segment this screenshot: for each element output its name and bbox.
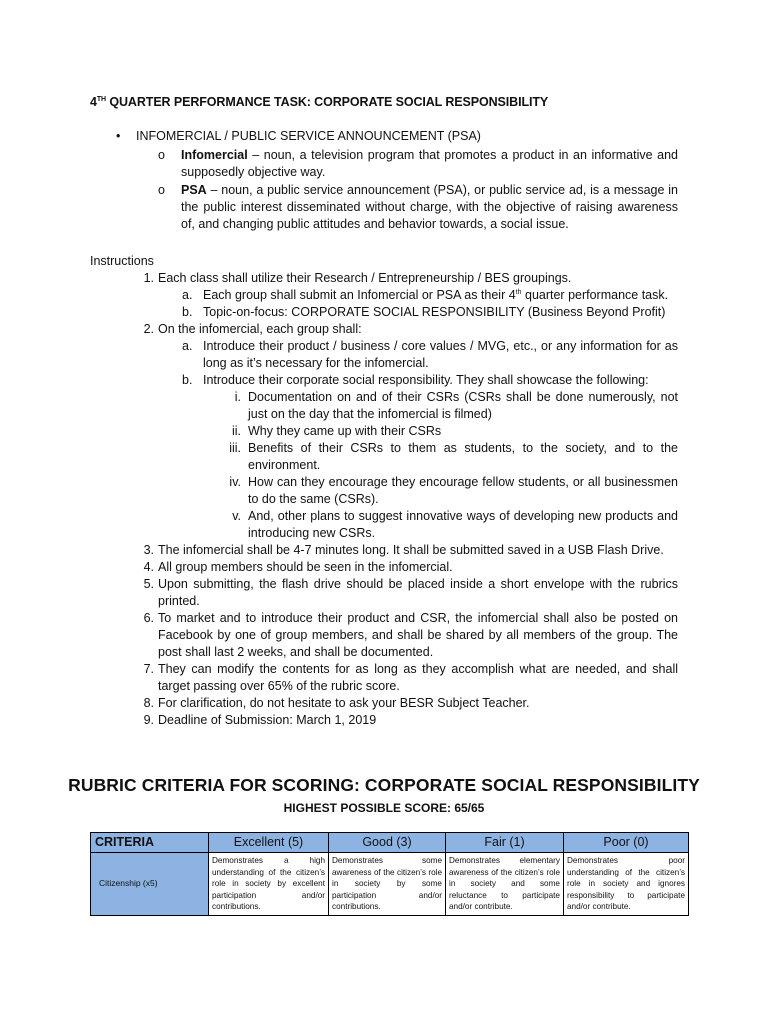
list-item: v. And, other plans to suggest innovative ways of developing new products and introducing new CSRs. — [232, 509, 678, 540]
list-item: iv. How can they encourage they encourage fellow students, or all businessmen to do the same (CSRs). — [229, 475, 678, 506]
term-psa: PSA — [181, 183, 207, 197]
table-cell: Demonstrates some awareness of the citizen’s role in society by some participation and/or contributions. — [329, 853, 446, 916]
table-cell: Demonstrates a high understanding of the citizen’s role in society by excellent participation and/or contributions. — [209, 853, 329, 916]
list-item: 8. For clarification, do not hesitate to ask your BESR Subject Teacher. — [143, 696, 530, 710]
rubric-table — [90, 832, 689, 916]
list-item: a. Introduce their product / business / core values / MVG, etc., or any information for as long as it’s necessary for the infomercial. — [182, 339, 678, 370]
table-cell: Demonstrates elementary awareness of the citizen’s role in society and some reluctance to participate and/or contribute. — [446, 853, 564, 916]
header-good: Good (3) — [329, 833, 446, 853]
criterion-citizenship: Citizenship (x5) — [91, 853, 209, 916]
list-item: 7. They can modify the contents for as long as they accomplish what are needed, and shall target passing over 65% of the rubric score. — [143, 662, 678, 693]
list-item: i. Documentation on and of their CSRs (CSRs shall be done numerously, not just on the day that the infomercial is filmed) — [234, 390, 678, 421]
table-cell: Demonstrates poor understanding of the citizen’s role in society and ignores responsibility to participate and/or contribute. — [564, 853, 689, 916]
table-row — [91, 853, 689, 916]
rubric-title: RUBRIC CRITERIA FOR SCORING: CORPORATE SOCIAL RESPONSIBILITY — [68, 775, 700, 795]
header-criteria: CRITERIA — [91, 833, 209, 853]
list-item: 9. Deadline of Submission: March 1, 2019 — [143, 713, 377, 727]
header-poor: Poor (0) — [564, 833, 689, 853]
bullet-text: INFOMERCIAL / PUBLIC SERVICE ANNOUNCEMENT (PSA) — [136, 129, 481, 143]
term-infomercial: Infomercial — [181, 148, 248, 162]
list-item: 2. On the infomercial, each group shall: a. Introduce their product / business / core values / MVG, etc., or any information for as long as it’s necessary for the infomercial. b. Introduce their corporate social responsibility. They shall showcase the following: i. Documentation on and of their CSRs (CSRs shall be done numerously, not just on the day that the infomercial is filmed) ii. Why they came up with their CSRs iii. Benefits of their CSRs to them as students, to the society, and to the environment. iv. How can they encourage they encourage fellow students, or all businessmen to do the same (CSRs). v. And, other plans to suggest innovative ways of developing new products and introducing new CSRs. — [143, 322, 678, 540]
list-item: 3. The infomercial shall be 4-7 minutes long. It shall be submitted saved in a USB Flash Drive. — [143, 543, 664, 557]
list-item: 1. Each class shall utilize their Research / Entrepreneurship / BES groupings. a. Each group shall submit an Infomercial or PSA as their 4th quarter performance task. b. Topic-on-focus: CORPORATE SOCIAL RESPONSIBILITY (Business Beyond Profit) — [90, 270, 678, 321]
list-item: 6. To market and to introduce their product and CSR, the infomercial shall also be posted on Facebook by one of group members, and shall be shared by all members of the group. The post shall last 2 weeks, and shall be documented. — [143, 611, 678, 659]
bullet-symbol: • — [116, 129, 121, 143]
list-item: b. Topic-on-focus: CORPORATE SOCIAL RESPONSIBILITY (Business Beyond Profit) — [182, 305, 666, 319]
instructions-heading: Instructions — [90, 254, 154, 268]
document-page: 4TH QUARTER PERFORMANCE TASK: CORPORATE SOCIAL RESPONSIBILITY • INFOMERCIAL / PUBLIC SERVICE ANNOUNCEMENT (PSA) o Infomercial – noun, a television program that promotes a product in an informative and supposedly objective way. o PSA – noun, a public service announcement (PSA), or public service ad, is a message in the public interest disseminated without charge, with the objective of raising awareness of, and changing public attitudes and behavior towards, a social issue. Instructions 1. Each class shall utilize their Research / Entrepreneurship / BES groupings. a. Each group shall submit an Infomercial or PSA as their 4th quarter performance task. b. Topic-on-focus: CORPORATE SOCIAL RESPONSIBILITY (Business Beyond Profit) 2. On the infomercial, each group shall: a. Introduce their product / business / core values / MVG, etc., or any information for as long as it’s necessary for the infomercial. b. Introduce their corporate social responsibility. They shall showcase the following: i. Documentation on and of their CSRs (CSRs shall be done numerously, not just on the day that the infomercial is filmed) ii. Why they came up with their CSRs iii. Benefits of their CSRs to them as students, to the society, and to the environment. iv. How can they encourage they encourage fellow students, or all businessmen to do the same (CSRs). v. And, other plans to suggest innovative ways of developing new products and introducing new CSRs. 3. The infomercial shall be 4-7 minutes long. It shall be submitted saved in a USB Flash Drive. 4. All group members should be seen in the infomercial. 5. Upon submitting, the flash drive should be placed inside a short envelope with the rubrics printed. 6. To market and to introduce their product and CSR, the infomercial shall also be posted on Facebook by one of group members, and shall be shared by all members of the group. The post shall last 2 weeks, and shall be documented. 7. They can modify the contents for as long as they accomplish what are needed, and shall target passing over 65% of the rubric score. 8. For clarification, do not hesitate to ask your BESR Subject Teacher. 9. Deadline of Submission: March 1, 2019 RUBRIC CRITERIA FOR SCORING: CORPORATE SOCIAL RESPONSIBILITY HIGHEST POSSIBLE SCORE: 65/65 CRITERIA Excellent (5) Good (3) Fair (1) Poor (0) Citizenship (x5) Demonstrates a high understanding of the citizen’s role in society by excellent participation and/or contributions. Demonstrates some awareness of the citizen’s role in society by some participation and/or contributions. Demonstrates elementary awareness of the citizen’s role in society and some reluctance to participate and/or contribute. Demonstrates poor understanding of the citizen’s role in society and ignores responsibility to participate and/or contribute. — [0, 0, 768, 1024]
list-item: b. Introduce their corporate social responsibility. They shall showcase the following: i. Documentation on and of their CSRs (CSRs shall be done numerously, not just on the day that the infomercial is filmed) ii. Why they came up with their CSRs iii. Benefits of their CSRs to them as students, to the society, and to the environment. iv. How can they encourage they encourage fellow students, or all businessmen to do the same (CSRs). v. And, other plans to suggest innovative ways of developing new products and introducing new CSRs. — [182, 373, 678, 540]
header-fair: Fair (1) — [446, 833, 564, 853]
def-infomercial: – noun, a television program that promotes a product in an informative and supposedly objective way. — [181, 148, 678, 179]
page-title: 4TH QUARTER PERFORMANCE TASK: CORPORATE SOCIAL RESPONSIBILITY — [90, 95, 549, 109]
table-header-row — [91, 833, 689, 853]
list-item: 4. All group members should be seen in the infomercial. — [143, 560, 453, 574]
instructions-list — [90, 270, 678, 729]
def-psa: – noun, a public service announcement (PSA), or public service ad, is a message in the public interest disseminated without charge, with the objective of raising awareness of, and changing public attitudes and behavior towards, a social issue. — [181, 183, 678, 231]
list-item: a. Each group shall submit an Infomercial or PSA as their 4th quarter performance task. — [182, 288, 669, 302]
list-item: iii. Benefits of their CSRs to them as students, to the society, and to the environment. — [229, 441, 678, 472]
rubric-subtitle: HIGHEST POSSIBLE SCORE: 65/65 — [283, 801, 485, 815]
list-item: 5. Upon submitting, the flash drive should be placed inside a short envelope with the rubrics printed. — [143, 577, 678, 608]
header-excellent: Excellent (5) — [209, 833, 329, 853]
list-item: ii. Why they came up with their CSRs — [231, 424, 442, 438]
